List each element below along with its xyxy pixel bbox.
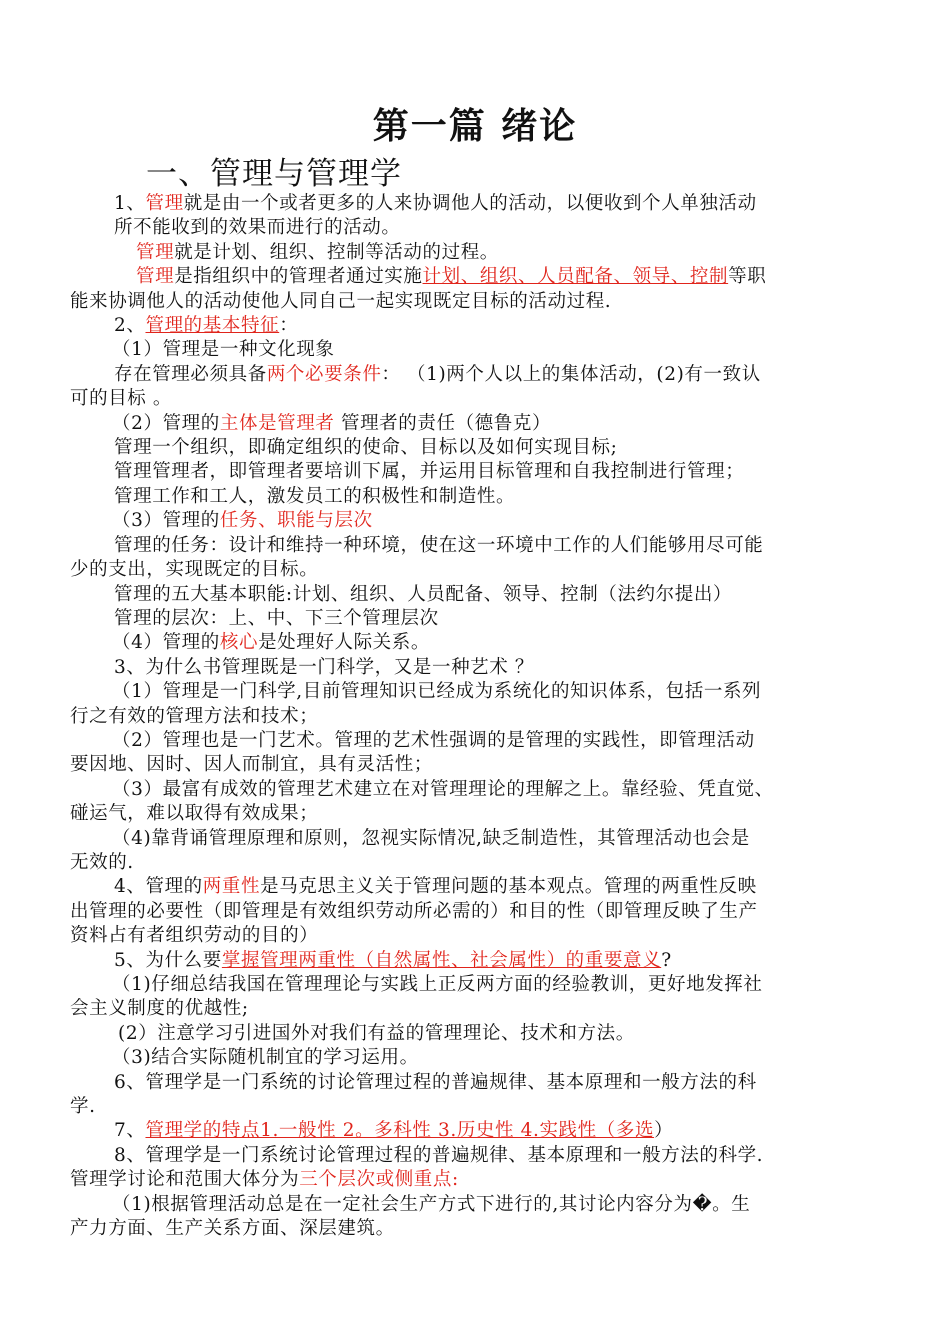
text-span: 4、管理的 (114, 876, 203, 898)
text-span: （3)结合实际随机制宜的学习运用。 (112, 1047, 419, 1069)
text-line (70, 265, 885, 289)
text-span: （1）管理是一门科学,目前管理知识已经成为系统化的知识体系，包括一系列 (112, 681, 762, 703)
highlighted-text: 管理的基本特征 (145, 315, 280, 337)
text-span: 等职 (728, 266, 767, 288)
section-heading: 一、管理与管理学 (146, 156, 402, 192)
text-span: 碰运气，难以取得有效成果； (70, 803, 319, 825)
text-span: 要因地、因时、因人而制宜，具有灵活性； (70, 754, 433, 776)
text-line (70, 290, 885, 314)
text-line (70, 949, 885, 973)
text-span: 行之有效的管理方法和技术； (70, 705, 319, 727)
text-span: 管理的层次：上、中、下三个管理层次 (114, 607, 439, 629)
text-span: 会主义制度的优越性; (70, 998, 249, 1020)
text-line (70, 583, 885, 607)
text-span: 少的支出，实现既定的目标。 (70, 559, 319, 581)
text-line (70, 1168, 885, 1192)
highlighted-text: 管理 (136, 241, 175, 263)
text-span: 5、为什么要 (114, 949, 222, 971)
text-line (70, 924, 885, 948)
text-span: ? (661, 949, 672, 971)
text-span: （1)仔细总结我国在管理理论与实践上正反两方面的经验教训，更好地发挥社 (112, 974, 763, 995)
text-line (70, 460, 885, 484)
text-line (70, 436, 885, 460)
text-span: 资料占有者组织劳动的目的） (70, 925, 319, 947)
text-span: 所不能收到的效果而进行的活动。 (114, 217, 401, 239)
highlighted-text: 管理 (136, 266, 175, 288)
text-span: （4）管理的 (112, 632, 220, 654)
text-line (70, 607, 885, 631)
text-line (70, 241, 885, 265)
text-line (70, 387, 885, 411)
text-span: （2）管理的 (112, 412, 220, 434)
text-line (70, 1144, 885, 1168)
text-line (70, 192, 885, 216)
text-span: 就是由一个或者更多的人来协调他人的活动，以便收到个人单独活动 (183, 193, 757, 214)
highlighted-text: 三个层次或侧重点: (299, 1169, 459, 1191)
text-line (70, 875, 885, 899)
text-line (70, 1119, 885, 1143)
text-line (70, 900, 885, 924)
text-span: 管理者的责任（德鲁克） (334, 412, 552, 434)
text-line (70, 753, 885, 777)
text-span: 能来协调他人的活动使他人同自己一起实现既定目标的活动过程. (70, 290, 612, 312)
text-line (70, 656, 885, 680)
text-span: 1、 (114, 193, 146, 214)
highlighted-text: 掌握管理两重性（自然属性、社会属性）的重要意义 (221, 949, 662, 971)
text-line (70, 485, 885, 509)
text-span: 7、 (114, 1120, 146, 1142)
text-span: （3）最富有成效的管理艺术建立在对管理理论的理解之上。靠经验、凭直觉、 (112, 778, 774, 800)
text-line (70, 705, 885, 729)
text-line (70, 1095, 885, 1119)
text-span: （2）管理也是一门艺术。管理的艺术性强调的是管理的实践性，即管理活动 (112, 729, 755, 751)
text-line (70, 363, 885, 387)
text-line (70, 412, 885, 436)
highlighted-text: 两重性 (202, 876, 261, 898)
text-span: 出管理的必要性（即管理是有效组织劳动所必需的）和目的性（即管理反映了生产 (70, 900, 758, 922)
page-title: 第一篇 绪论 (372, 106, 578, 147)
highlighted-text: 主体是管理者 (219, 412, 335, 434)
text-line (70, 973, 885, 997)
text-span: 无效的. (70, 851, 134, 873)
text-line (70, 1217, 885, 1241)
text-span: ） (654, 1120, 674, 1142)
text-span: 6、管理学是一门系统的讨论管理过程的普遍规律、基本原理和一般方法的科 (114, 1071, 757, 1093)
text-line (70, 1071, 885, 1095)
highlighted-text: 管理学的特点1.一般性 2。多科性 3.历史性 4.实践性（多选 (145, 1120, 655, 1142)
text-line (70, 558, 885, 582)
highlighted-text: 两个必要条件 (266, 363, 382, 385)
text-span: 存在管理必须具备 (114, 363, 267, 385)
text-span: 管理管理者，即管理者要培训下属，并运用目标管理和自我控制进行管理； (114, 461, 745, 483)
text-line (70, 997, 885, 1021)
text-span: 2、 (114, 315, 146, 337)
text-line (70, 802, 885, 826)
text-line (70, 1022, 885, 1046)
text-span: 就是计划、组织、控制等活动的过程。 (174, 241, 499, 263)
text-line (70, 534, 885, 558)
text-span: 是处理好人际关系。 (258, 632, 430, 654)
text-span: 是马克思主义关于管理问题的基本观点。管理的两重性反映 (260, 876, 757, 898)
text-span: 学. (70, 1096, 96, 1118)
highlighted-text: 核心 (219, 632, 259, 654)
text-span: 管理的五大基本职能:计划、组织、人员配备、领导、控制（法约尔提出） (114, 583, 733, 605)
text-span: 可的目标 。 (70, 388, 172, 410)
text-span: (2）注意学习引进国外对我们有益的管理理论、技术和方法。 (118, 1022, 635, 1044)
highlighted-text: 任务、职能与层次 (219, 510, 373, 532)
document-body (70, 192, 885, 1241)
text-span: 3、为什么书管理既是一门科学，又是一种艺术 ？ (114, 656, 534, 678)
text-span: 8、管理学是一门系统讨论管理过程的普遍规律、基本原理和一般方法的科学. (114, 1144, 764, 1166)
text-span: （1）管理是一种文化现象 (112, 339, 335, 361)
text-span: 管理学讨论和范围大体分为 (70, 1169, 300, 1191)
text-span: 管理一个组织，即确定组织的使命、目标以及如何实现目标; (114, 437, 618, 459)
text-line (70, 851, 885, 875)
text-line (70, 1046, 885, 1070)
text-line (70, 778, 885, 802)
text-line (70, 631, 885, 655)
text-span: ： (279, 315, 299, 337)
text-line (70, 509, 885, 533)
text-span: （1)根据管理活动总是在一定社会生产方式下进行的,其讨论内容分为�。生 (112, 1193, 751, 1215)
text-line (70, 338, 885, 362)
highlighted-text: 管理 (145, 193, 184, 214)
text-span: ： （1)两个人以上的集体活动，(2)有一致认 (381, 363, 761, 385)
text-span: （4)靠背诵管理原理和原则，忽视实际情况,缺乏制造性，其管理活动也会是 (112, 827, 750, 849)
text-line (70, 680, 885, 704)
text-line (70, 314, 885, 338)
text-line (70, 729, 885, 753)
text-line (70, 216, 885, 240)
text-span: （3）管理的 (112, 510, 220, 532)
text-line (70, 827, 885, 851)
text-line (70, 1193, 885, 1217)
highlighted-text: 计划、组织、人员配备、领导、控制 (422, 266, 729, 288)
text-span: 管理工作和工人，激发员工的积极性和制造性。 (114, 485, 516, 507)
text-span: 管理的任务：设计和维持一种环境，使在这一环境中工作的人们能够用尽可能 (114, 534, 764, 556)
text-span: 产力方面、生产关系方面、深层建筑。 (70, 1218, 395, 1240)
text-span: 是指组织中的管理者通过实施 (174, 266, 423, 288)
